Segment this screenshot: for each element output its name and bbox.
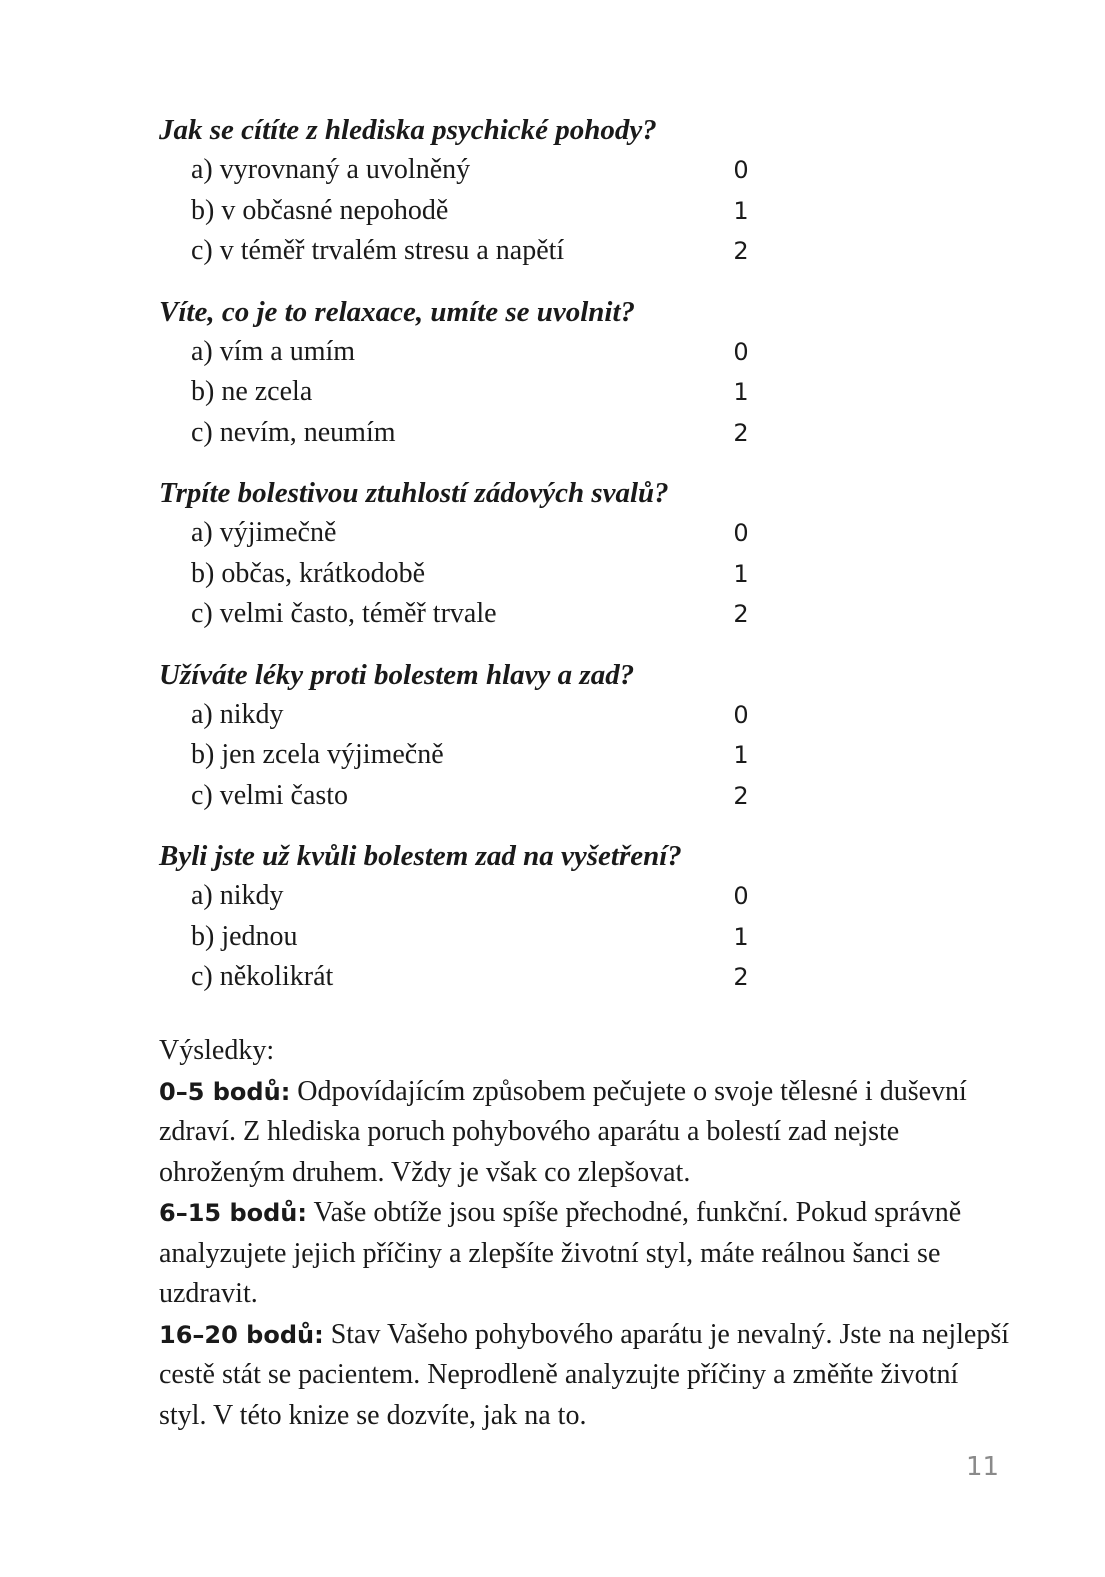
result-item: [159, 1315, 1009, 1437]
answer-option: [159, 917, 751, 958]
answer-label: b) jen zcela výjimečně: [191, 739, 444, 770]
quiz: [159, 110, 779, 1018]
answer-points: 2: [733, 963, 749, 991]
answer-label: a) nikdy: [191, 698, 284, 730]
question-text: Byli jste už kvůli bolestem zad na vyšetření?: [159, 840, 682, 872]
answer-option: [159, 594, 751, 635]
answer-option: [159, 332, 751, 373]
answer-label: b) občas, krátkodobě: [191, 557, 426, 589]
page-number: 11: [966, 1452, 1000, 1482]
result-item: [159, 1193, 1009, 1315]
answer-label: b) v občasné nepohodě: [191, 194, 449, 226]
result-range: 16–20 bodů:: [159, 1320, 324, 1349]
answer-option: [159, 150, 751, 191]
result-item: [159, 1072, 1009, 1194]
answer-points: 0: [733, 337, 749, 366]
answer-points: 0: [733, 882, 749, 910]
answer-option: [159, 776, 751, 817]
results-heading: Výsledky:: [159, 1035, 275, 1066]
question-text: Užíváte léky proti bolestem hlavy a zad?: [159, 658, 635, 691]
result-text: Odpovídajícím způsobem pečujete o svoje tělesné i duševní zdraví. Z hlediska poruch pohybového aparátu a bolestí zad nejste ohroženým druhem. Vždy je však co zlepšovat.: [159, 1075, 967, 1188]
question-block: [159, 292, 779, 454]
answer-option: [159, 957, 751, 998]
answer-points: 1: [733, 378, 749, 406]
answer-points: 2: [733, 418, 749, 447]
answer-points: 0: [733, 519, 749, 547]
answer-option: [159, 554, 751, 595]
answer-points: 0: [733, 700, 749, 729]
answer-points: 2: [733, 781, 749, 810]
result-range: 6–15 bodů:: [159, 1199, 307, 1227]
result-text: Stav Vašeho pohybového aparátu je nevalný. Jste na nejlepší cestě stát se pacientem. Neprodleně analyzujte příčiny a změňte životní styl. V této knize se dozvíte, jak na to.: [159, 1318, 1010, 1431]
answer-points: 1: [733, 922, 749, 951]
question-block: [159, 836, 779, 998]
question-block: [159, 110, 779, 272]
question-block: [159, 655, 779, 817]
answer-option: [159, 735, 751, 776]
answer-points: 2: [733, 600, 749, 628]
answer-label: a) vyrovnaný a uvolněný: [191, 154, 471, 185]
answer-option: [159, 231, 751, 272]
answer-option: [159, 513, 751, 554]
answer-option: [159, 413, 751, 454]
answer-points: 1: [733, 741, 749, 769]
result-text: Vaše obtíže jsou spíše přechodné, funkční. Pokud správně analyzujete jejich příčiny a zlepšíte životní styl, máte reálnou šanci se uzdravit.: [159, 1197, 962, 1309]
answer-points: 1: [733, 559, 749, 588]
answer-label: c) v téměř trvalém stresu a napětí: [191, 235, 565, 266]
answer-option: [159, 876, 751, 917]
answer-points: 2: [733, 237, 749, 265]
answer-label: b) jednou: [191, 920, 298, 952]
question-text: Jak se cítíte z hlediska psychické pohody?: [159, 114, 657, 146]
answer-label: c) velmi často, téměř trvale: [191, 598, 497, 629]
answer-option: [159, 372, 751, 413]
answer-label: b) ne zcela: [191, 376, 313, 407]
answer-label: a) výjimečně: [191, 517, 337, 548]
question-text: Víte, co je to relaxace, umíte se uvolnit?: [159, 295, 636, 328]
answer-label: c) několikrát: [191, 961, 334, 992]
question-text: Trpíte bolestivou ztuhlostí zádových svalů?: [159, 477, 669, 509]
answer-option: [159, 191, 751, 232]
question-block: [159, 473, 779, 635]
answer-label: c) nevím, neumím: [191, 416, 396, 448]
answer-points: 1: [733, 196, 749, 225]
results-section: [159, 1031, 1009, 1436]
result-range: 0–5 bodů:: [159, 1077, 291, 1106]
answer-points: 0: [733, 156, 749, 184]
answer-option: [159, 695, 751, 736]
answer-label: a) vím a umím: [191, 335, 356, 367]
answer-label: a) nikdy: [191, 880, 284, 911]
answer-label: c) velmi často: [191, 779, 349, 811]
